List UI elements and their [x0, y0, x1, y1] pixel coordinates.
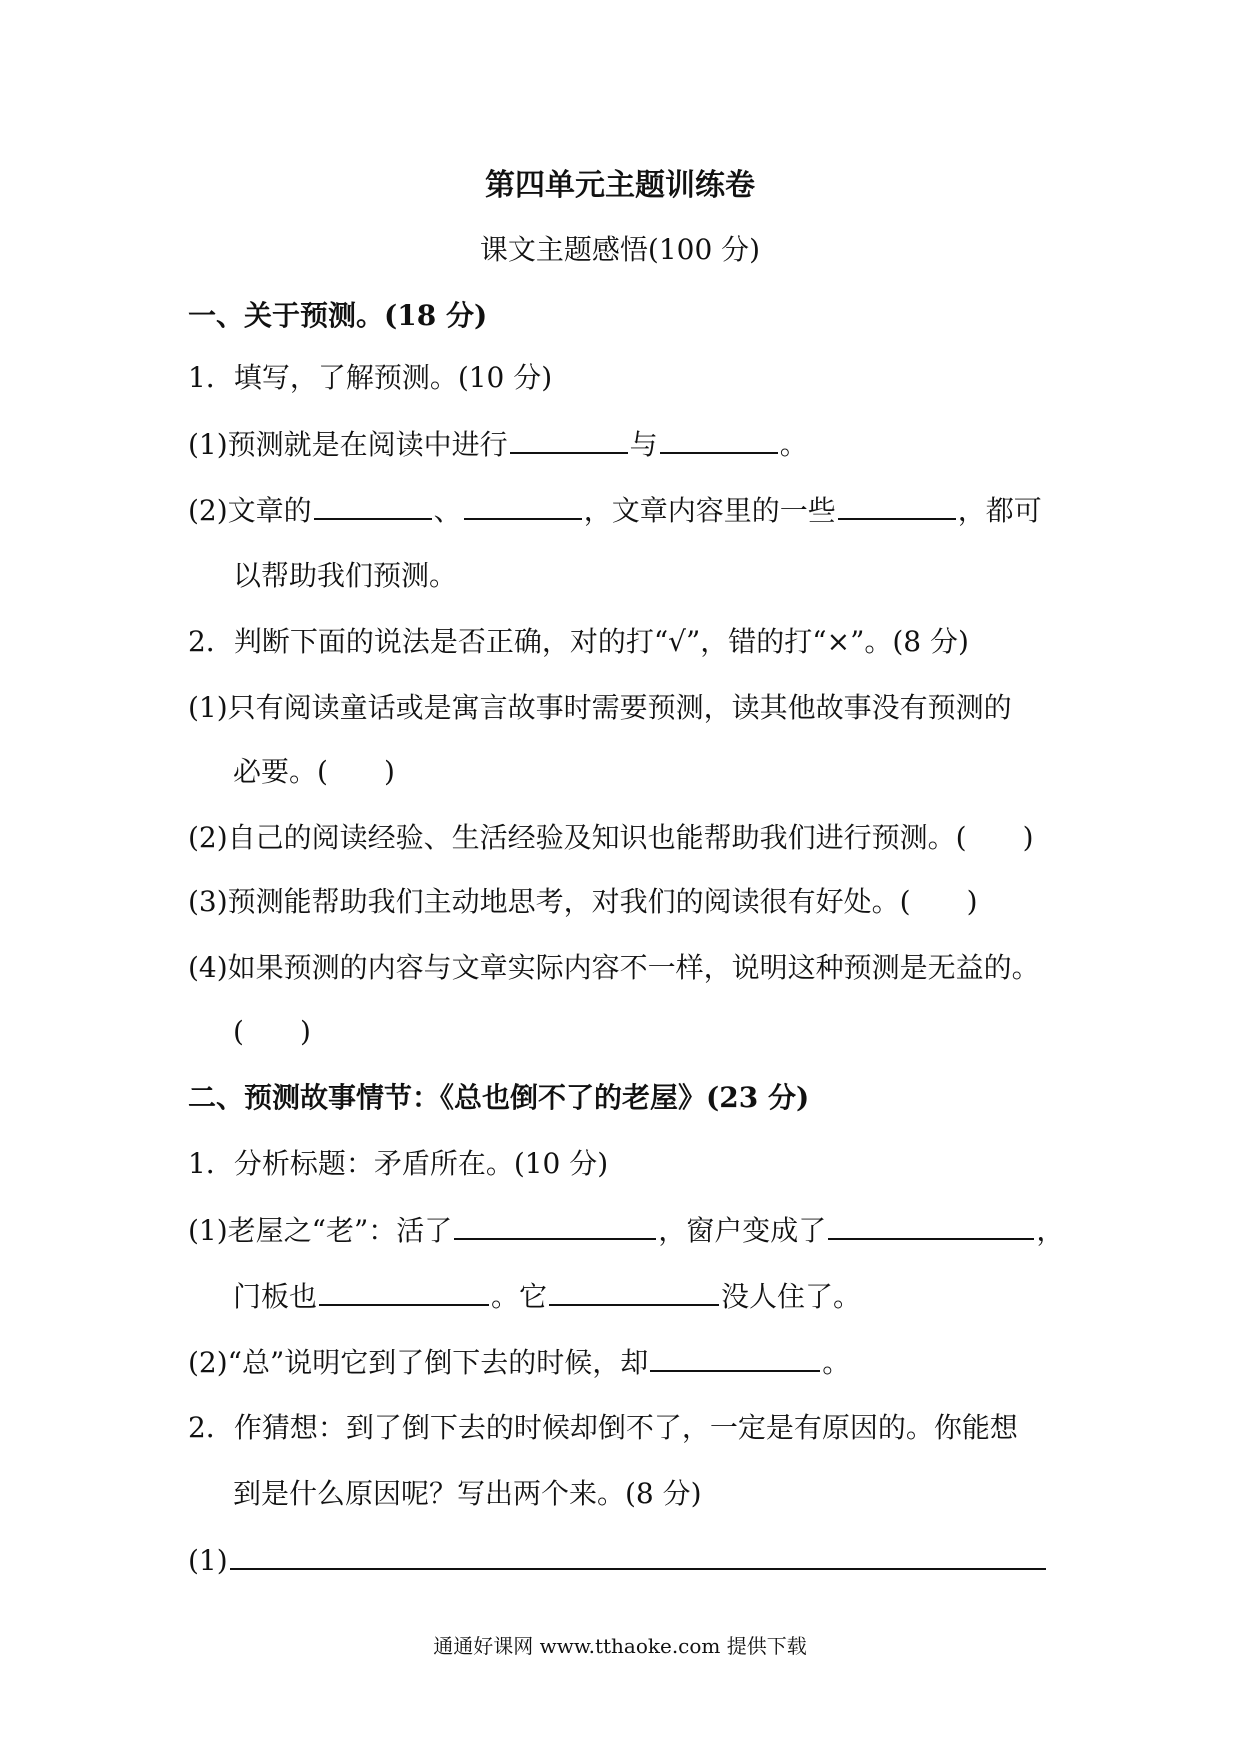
answer-blank[interactable] [549, 1276, 719, 1306]
answer-blank[interactable] [650, 1342, 820, 1372]
answer-blank[interactable] [660, 424, 778, 454]
text-segment: ) [1022, 821, 1034, 854]
answer-blank[interactable] [828, 1210, 1034, 1240]
text-segment: ) [383, 755, 395, 788]
s1-q1-item-2-cont: 以帮助我们预测。 [233, 559, 458, 592]
page-title: 第四单元主题训练卷 [485, 168, 755, 203]
s2-q2-answer-1 [188, 1540, 1048, 1581]
text-segment: 。它 [491, 1280, 548, 1313]
text-segment: 。 [779, 428, 808, 461]
s1-q1-label: 1．填写，了解预测。(10 分) [188, 361, 553, 394]
text-segment: ， [1036, 1214, 1065, 1247]
s1-q2-item-4: (4)如果预测的内容与文章实际内容不一样，说明这种预测是无益的。 [188, 951, 1040, 984]
text-segment: (2)“总”说明它到了倒下去的时候，却 [188, 1346, 649, 1379]
s1-q2-item-1: (1)只有阅读童话或是寓言故事时需要预测，读其他故事没有预测的 [188, 691, 1012, 724]
s1-q1-item-1 [188, 424, 808, 465]
text-segment: ) [966, 885, 978, 918]
footer-source: 通通好课网 www.tthaoke.com 提供下载 [433, 1634, 807, 1658]
text-segment: (1)预测就是在阅读中进行 [188, 428, 508, 461]
answer-blank[interactable] [319, 1276, 489, 1306]
s2-q1-item-1-cont [233, 1276, 861, 1317]
text-segment: 与 [629, 428, 658, 461]
s1-q2-label: 2．判断下面的说法是否正确，对的打“√”，错的打“×”。(8 分) [188, 625, 969, 658]
s1-q2-item-3 [188, 882, 978, 922]
text-segment: (1) [188, 1544, 228, 1577]
answer-blank[interactable] [314, 490, 432, 520]
answer-blank[interactable] [838, 490, 956, 520]
text-segment: 没人住了。 [721, 1280, 862, 1313]
s2-q2-label-cont: 到是什么原因呢？写出两个来。(8 分) [233, 1477, 702, 1510]
text-segment: ) [299, 1015, 311, 1048]
text-segment: 必要。( [233, 755, 328, 788]
s2-q1-item-1 [188, 1210, 1064, 1251]
s1-q2-item-4-cont [233, 1012, 311, 1052]
s1-q2-item-1-cont [233, 752, 395, 792]
s1-q2-item-2 [188, 818, 1034, 858]
section-2-heading: 二、预测故事情节：《总也倒不了的老屋》(23 分) [188, 1081, 810, 1114]
text-segment: ，文章内容里的一些 [583, 494, 836, 527]
answer-blank[interactable] [510, 424, 628, 454]
s1-q1-item-2 [188, 490, 1042, 531]
text-segment: ( [233, 1015, 244, 1048]
text-segment: (2)自己的阅读经验、生活经验及知识也能帮助我们进行预测。( [188, 821, 967, 854]
s2-q1-label: 1．分析标题：矛盾所在。(10 分) [188, 1147, 609, 1180]
answer-line[interactable] [230, 1540, 1046, 1570]
text-segment: 、 [433, 494, 462, 527]
text-segment: (1)老屋之“老”：活了 [188, 1214, 453, 1247]
section-1-heading: 一、关于预测。(18 分) [188, 299, 488, 332]
s2-q1-item-2 [188, 1342, 850, 1383]
answer-blank[interactable] [454, 1210, 656, 1240]
text-segment: (2)文章的 [188, 494, 312, 527]
s2-q2-label: 2．作猜想：到了倒下去的时候却倒不了，一定是有原因的。你能想 [188, 1411, 1018, 1444]
answer-blank[interactable] [464, 490, 582, 520]
text-segment: (3)预测能帮助我们主动地思考，对我们的阅读很有好处。( [188, 885, 911, 918]
text-segment: ，窗户变成了 [658, 1214, 827, 1247]
page-subtitle: 课文主题感悟(100 分) [479, 233, 761, 266]
text-segment: 。 [822, 1346, 851, 1379]
text-segment: 门板也 [233, 1280, 318, 1313]
text-segment: ，都可 [957, 494, 1042, 527]
